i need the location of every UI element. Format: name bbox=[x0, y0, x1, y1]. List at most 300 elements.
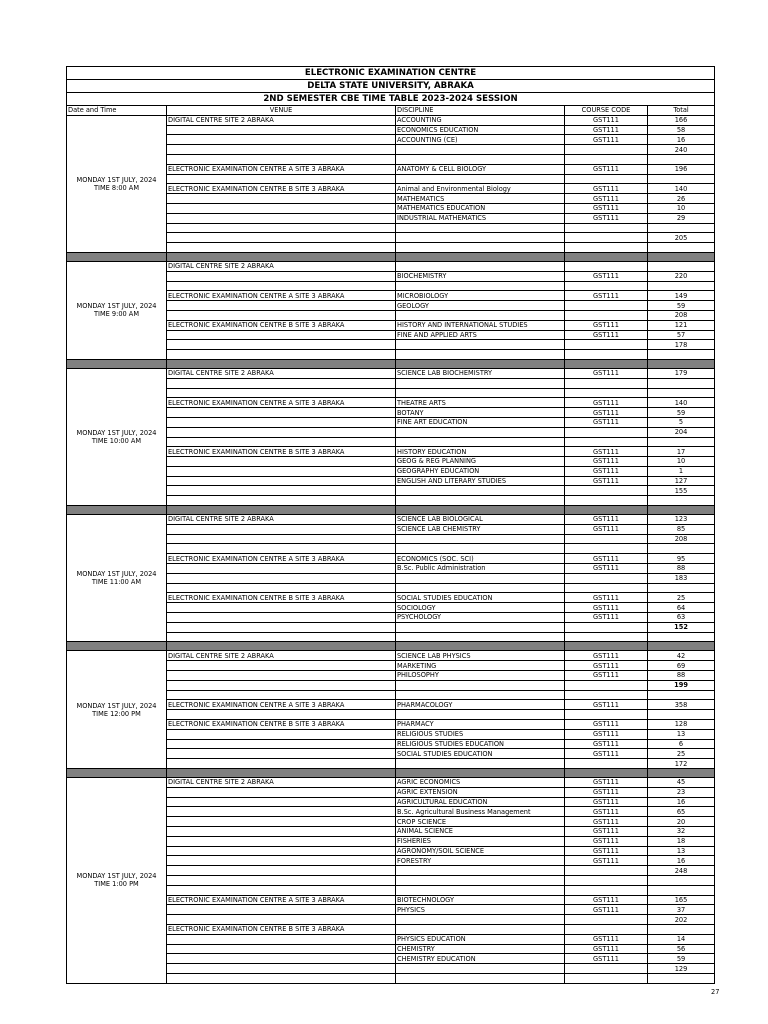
venue-cell bbox=[167, 934, 396, 944]
venue-cell bbox=[167, 310, 396, 320]
header-total: Total bbox=[648, 106, 715, 116]
total-cell bbox=[648, 973, 715, 983]
venue-cell bbox=[167, 613, 396, 623]
total-cell: 17 bbox=[648, 447, 715, 457]
course-code-cell: GST111 bbox=[565, 846, 648, 856]
discipline-cell bbox=[396, 281, 565, 291]
discipline-cell bbox=[396, 964, 565, 974]
course-code-cell bbox=[565, 145, 648, 155]
total-cell: 64 bbox=[648, 603, 715, 613]
discipline-cell: ACCOUNTING bbox=[396, 115, 565, 125]
venue-cell bbox=[167, 690, 396, 700]
total-cell: 25 bbox=[648, 749, 715, 759]
venue-cell bbox=[167, 622, 396, 632]
venue-cell: ELECTRONIC EXAMINATION CENTRE A SITE 3 ABRAKA bbox=[167, 554, 396, 564]
total-cell: 42 bbox=[648, 651, 715, 661]
course-code-cell: GST111 bbox=[565, 291, 648, 301]
discipline-cell bbox=[396, 680, 565, 690]
total-cell: 202 bbox=[648, 915, 715, 925]
header-discipline: DISCIPLINE bbox=[396, 106, 565, 116]
venue-cell: DIGITAL CENTRE SITE 2 ABRAKA bbox=[167, 515, 396, 525]
session-separator bbox=[67, 642, 715, 651]
discipline-cell: BOTANY bbox=[396, 408, 565, 418]
venue-cell: ELECTRONIC EXAMINATION CENTRE B SITE 3 ABRAKA bbox=[167, 924, 396, 934]
venue-cell bbox=[167, 573, 396, 583]
venue-cell bbox=[167, 826, 396, 836]
discipline-cell: B.Sc. Public Administration bbox=[396, 564, 565, 574]
discipline-cell bbox=[396, 632, 565, 642]
discipline-cell: SOCIAL STUDIES EDUCATION bbox=[396, 749, 565, 759]
discipline-cell bbox=[396, 885, 565, 895]
discipline-cell bbox=[396, 145, 565, 155]
course-code-cell: GST111 bbox=[565, 787, 648, 797]
discipline-cell: GEOLOGY bbox=[396, 301, 565, 311]
discipline-cell bbox=[396, 388, 565, 398]
total-cell: 32 bbox=[648, 826, 715, 836]
total-cell: 88 bbox=[648, 671, 715, 681]
discipline-cell bbox=[396, 378, 565, 388]
course-code-cell bbox=[565, 496, 648, 506]
discipline-cell bbox=[396, 622, 565, 632]
course-code-cell: GST111 bbox=[565, 954, 648, 964]
course-code-cell bbox=[565, 583, 648, 593]
session-date-time bbox=[67, 778, 167, 984]
discipline-cell: THEATRE ARTS bbox=[396, 398, 565, 408]
session-date-time bbox=[67, 368, 167, 505]
total-cell bbox=[648, 261, 715, 271]
venue-cell: ELECTRONIC EXAMINATION CENTRE A SITE 3 ABRAKA bbox=[167, 398, 396, 408]
venue-cell bbox=[167, 729, 396, 739]
course-code-cell: GST111 bbox=[565, 661, 648, 671]
discipline-cell: SOCIOLOGY bbox=[396, 603, 565, 613]
discipline-cell: BIOTECHNOLOGY bbox=[396, 895, 565, 905]
course-code-cell bbox=[565, 174, 648, 184]
course-code-cell: GST111 bbox=[565, 554, 648, 564]
discipline-cell bbox=[396, 243, 565, 253]
total-cell: 155 bbox=[648, 486, 715, 496]
discipline-cell: BIOCHEMISTRY bbox=[396, 271, 565, 281]
session-date: MONDAY 1ST JULY, 2024 bbox=[76, 701, 157, 710]
discipline-cell: ECONOMICS (SOC. SCI) bbox=[396, 554, 565, 564]
course-code-cell bbox=[565, 680, 648, 690]
total-cell bbox=[648, 885, 715, 895]
course-code-cell: GST111 bbox=[565, 457, 648, 467]
separator-cell bbox=[67, 359, 167, 368]
total-cell: 16 bbox=[648, 797, 715, 807]
total-cell: 37 bbox=[648, 905, 715, 915]
total-cell: 149 bbox=[648, 291, 715, 301]
course-code-cell bbox=[565, 915, 648, 925]
session-separator bbox=[67, 769, 715, 778]
venue-cell: ELECTRONIC EXAMINATION CENTRE B SITE 3 ABRAKA bbox=[167, 593, 396, 603]
course-code-cell: GST111 bbox=[565, 271, 648, 281]
course-code-cell bbox=[565, 378, 648, 388]
course-code-cell: GST111 bbox=[565, 671, 648, 681]
course-code-cell bbox=[565, 243, 648, 253]
course-code-cell: GST111 bbox=[565, 826, 648, 836]
discipline-cell: SCIENCE LAB BIOCHEMISTRY bbox=[396, 368, 565, 378]
total-cell bbox=[648, 690, 715, 700]
course-code-cell: GST111 bbox=[565, 320, 648, 330]
course-code-cell: GST111 bbox=[565, 476, 648, 486]
total-cell: 16 bbox=[648, 135, 715, 145]
session-date-time bbox=[67, 515, 167, 642]
venue-cell bbox=[167, 544, 396, 554]
total-cell: 179 bbox=[648, 368, 715, 378]
course-code-cell bbox=[565, 261, 648, 271]
table-row bbox=[67, 651, 715, 661]
venue-cell bbox=[167, 135, 396, 145]
document-title: ELECTRONIC EXAMINATION CENTRE bbox=[67, 67, 715, 80]
discipline-cell: GEOGRAPHY EDUCATION bbox=[396, 466, 565, 476]
venue-cell bbox=[167, 203, 396, 213]
venue-cell bbox=[167, 145, 396, 155]
venue-cell bbox=[167, 954, 396, 964]
discipline-cell bbox=[396, 573, 565, 583]
discipline-cell: PHARMACY bbox=[396, 720, 565, 730]
venue-cell bbox=[167, 476, 396, 486]
course-code-cell bbox=[565, 486, 648, 496]
total-cell: 166 bbox=[648, 115, 715, 125]
discipline-cell: Animal and Environmental Biology bbox=[396, 184, 565, 194]
venue-cell bbox=[167, 213, 396, 223]
session-separator bbox=[67, 359, 715, 368]
course-code-cell bbox=[565, 544, 648, 554]
venue-cell bbox=[167, 915, 396, 925]
separator-cell bbox=[565, 642, 648, 651]
course-code-cell bbox=[565, 885, 648, 895]
course-code-cell bbox=[565, 534, 648, 544]
discipline-cell: PSYCHOLOGY bbox=[396, 613, 565, 623]
course-code-cell: GST111 bbox=[565, 417, 648, 427]
discipline-cell: AGRICULTURAL EDUCATION bbox=[396, 797, 565, 807]
course-code-cell: GST111 bbox=[565, 164, 648, 174]
session-date-time bbox=[67, 261, 167, 359]
course-code-cell: GST111 bbox=[565, 856, 648, 866]
discipline-cell: FISHERIES bbox=[396, 836, 565, 846]
course-code-cell: GST111 bbox=[565, 836, 648, 846]
session-date: MONDAY 1ST JULY, 2024 bbox=[76, 302, 157, 311]
venue-cell bbox=[167, 408, 396, 418]
course-code-cell bbox=[565, 924, 648, 934]
venue-cell bbox=[167, 466, 396, 476]
course-code-cell: GST111 bbox=[565, 944, 648, 954]
total-cell: 129 bbox=[648, 964, 715, 974]
total-cell: 140 bbox=[648, 398, 715, 408]
separator-cell bbox=[167, 252, 396, 261]
course-code-cell: GST111 bbox=[565, 700, 648, 710]
venue-cell bbox=[167, 486, 396, 496]
separator-cell bbox=[67, 252, 167, 261]
total-cell bbox=[648, 154, 715, 164]
total-cell: 13 bbox=[648, 846, 715, 856]
venue-cell: DIGITAL CENTRE SITE 2 ABRAKA bbox=[167, 115, 396, 125]
venue-cell: DIGITAL CENTRE SITE 2 ABRAKA bbox=[167, 261, 396, 271]
total-cell bbox=[648, 496, 715, 506]
total-cell: 63 bbox=[648, 613, 715, 623]
total-cell: 69 bbox=[648, 661, 715, 671]
total-cell: 1 bbox=[648, 466, 715, 476]
discipline-cell: FINE AND APPLIED ARTS bbox=[396, 330, 565, 340]
course-code-cell bbox=[565, 427, 648, 437]
discipline-cell: MICROBIOLOGY bbox=[396, 291, 565, 301]
header-course-code: COURSE CODE bbox=[565, 106, 648, 116]
course-code-cell bbox=[565, 866, 648, 876]
discipline-cell bbox=[396, 544, 565, 554]
course-code-cell bbox=[565, 281, 648, 291]
course-code-cell: GST111 bbox=[565, 184, 648, 194]
venue-cell bbox=[167, 759, 396, 769]
table-row bbox=[67, 515, 715, 525]
total-cell: 172 bbox=[648, 759, 715, 769]
total-cell: 152 bbox=[648, 622, 715, 632]
discipline-cell: ANIMAL SCIENCE bbox=[396, 826, 565, 836]
session-time: TIME 10:00 AM bbox=[91, 437, 142, 445]
course-code-cell bbox=[565, 632, 648, 642]
course-code-cell: GST111 bbox=[565, 447, 648, 457]
course-code-cell bbox=[565, 437, 648, 447]
total-cell: 59 bbox=[648, 954, 715, 964]
total-cell: 183 bbox=[648, 573, 715, 583]
separator-cell bbox=[648, 359, 715, 368]
venue-cell bbox=[167, 330, 396, 340]
separator-cell bbox=[396, 642, 565, 651]
discipline-cell bbox=[396, 437, 565, 447]
separator-cell bbox=[67, 642, 167, 651]
session-date: MONDAY 1ST JULY, 2024 bbox=[76, 175, 157, 184]
course-code-cell: GST111 bbox=[565, 408, 648, 418]
venue-cell bbox=[167, 866, 396, 876]
discipline-cell: INDUSTRIAL MATHEMATICS bbox=[396, 213, 565, 223]
total-cell: 88 bbox=[648, 564, 715, 574]
total-cell: 95 bbox=[648, 554, 715, 564]
discipline-cell: FINE ART EDUCATION bbox=[396, 417, 565, 427]
course-code-cell: GST111 bbox=[565, 125, 648, 135]
total-cell: 358 bbox=[648, 700, 715, 710]
discipline-cell: MARKETING bbox=[396, 661, 565, 671]
course-code-cell bbox=[565, 973, 648, 983]
venue-cell bbox=[167, 856, 396, 866]
venue-cell bbox=[167, 817, 396, 827]
discipline-cell: ENGLISH AND LITERARY STUDIES bbox=[396, 476, 565, 486]
venue-cell bbox=[167, 749, 396, 759]
discipline-cell: RELIGIOUS STUDIES bbox=[396, 729, 565, 739]
discipline-cell: HISTORY AND INTERNATIONAL STUDIES bbox=[396, 320, 565, 330]
venue-cell bbox=[167, 739, 396, 749]
discipline-cell bbox=[396, 486, 565, 496]
discipline-cell: ACCOUNTING (CE) bbox=[396, 135, 565, 145]
total-cell: 204 bbox=[648, 427, 715, 437]
discipline-cell bbox=[396, 866, 565, 876]
discipline-cell bbox=[396, 496, 565, 506]
total-cell bbox=[648, 223, 715, 233]
separator-cell bbox=[67, 769, 167, 778]
table-row bbox=[67, 778, 715, 788]
course-code-cell: GST111 bbox=[565, 398, 648, 408]
venue-cell: ELECTRONIC EXAMINATION CENTRE A SITE 3 ABRAKA bbox=[167, 700, 396, 710]
course-code-cell bbox=[565, 964, 648, 974]
venue-cell bbox=[167, 710, 396, 720]
venue-cell bbox=[167, 301, 396, 311]
venue-cell bbox=[167, 973, 396, 983]
session-separator bbox=[67, 506, 715, 515]
total-cell: 6 bbox=[648, 739, 715, 749]
course-code-cell: GST111 bbox=[565, 524, 648, 534]
separator-cell bbox=[648, 252, 715, 261]
total-cell: 13 bbox=[648, 729, 715, 739]
venue-cell: ELECTRONIC EXAMINATION CENTRE A SITE 3 ABRAKA bbox=[167, 291, 396, 301]
venue-cell bbox=[167, 534, 396, 544]
discipline-cell bbox=[396, 154, 565, 164]
session-time: TIME 9:00 AM bbox=[93, 310, 140, 319]
venue-cell bbox=[167, 174, 396, 184]
total-cell: 56 bbox=[648, 944, 715, 954]
course-code-cell bbox=[565, 310, 648, 320]
course-code-cell bbox=[565, 573, 648, 583]
session-date: MONDAY 1ST JULY, 2024 bbox=[76, 429, 157, 437]
page-number: 27 bbox=[711, 988, 720, 996]
venue-cell bbox=[167, 378, 396, 388]
total-cell bbox=[648, 875, 715, 885]
total-cell bbox=[648, 388, 715, 398]
course-code-cell bbox=[565, 759, 648, 769]
discipline-cell bbox=[396, 710, 565, 720]
total-cell bbox=[648, 710, 715, 720]
discipline-cell: CHEMISTRY bbox=[396, 944, 565, 954]
discipline-cell bbox=[396, 223, 565, 233]
venue-cell bbox=[167, 271, 396, 281]
total-cell bbox=[648, 544, 715, 554]
discipline-cell: PHARMACOLOGY bbox=[396, 700, 565, 710]
venue-cell bbox=[167, 243, 396, 253]
total-cell: 10 bbox=[648, 457, 715, 467]
venue-cell: ELECTRONIC EXAMINATION CENTRE B SITE 3 ABRAKA bbox=[167, 184, 396, 194]
total-cell bbox=[648, 350, 715, 360]
venue-cell bbox=[167, 564, 396, 574]
total-cell: 5 bbox=[648, 417, 715, 427]
session-time: TIME 12:00 PM bbox=[92, 709, 141, 718]
course-code-cell: GST111 bbox=[565, 330, 648, 340]
course-code-cell: GST111 bbox=[565, 720, 648, 730]
discipline-cell: MATHEMATICS bbox=[396, 194, 565, 204]
discipline-cell bbox=[396, 340, 565, 350]
course-code-cell: GST111 bbox=[565, 194, 648, 204]
course-code-cell bbox=[565, 690, 648, 700]
discipline-cell: B.Sc. Agricultural Business Management bbox=[396, 807, 565, 817]
venue-cell bbox=[167, 875, 396, 885]
discipline-cell bbox=[396, 233, 565, 243]
course-code-cell bbox=[565, 301, 648, 311]
venue-cell bbox=[167, 437, 396, 447]
course-code-cell: GST111 bbox=[565, 934, 648, 944]
discipline-cell bbox=[396, 427, 565, 437]
discipline-cell bbox=[396, 973, 565, 983]
total-cell bbox=[648, 632, 715, 642]
venue-cell bbox=[167, 787, 396, 797]
total-cell: 10 bbox=[648, 203, 715, 213]
total-cell bbox=[648, 583, 715, 593]
discipline-cell bbox=[396, 174, 565, 184]
total-cell: 128 bbox=[648, 720, 715, 730]
course-code-cell: GST111 bbox=[565, 115, 648, 125]
course-code-cell: GST111 bbox=[565, 603, 648, 613]
separator-cell bbox=[67, 506, 167, 515]
discipline-cell: CROP SCIENCE bbox=[396, 817, 565, 827]
course-code-cell bbox=[565, 622, 648, 632]
total-cell: 140 bbox=[648, 184, 715, 194]
venue-cell bbox=[167, 281, 396, 291]
venue-cell bbox=[167, 885, 396, 895]
venue-cell: ELECTRONIC EXAMINATION CENTRE B SITE 3 ABRAKA bbox=[167, 320, 396, 330]
total-cell: 26 bbox=[648, 194, 715, 204]
discipline-cell: SCIENCE LAB CHEMISTRY bbox=[396, 524, 565, 534]
university-name: DELTA STATE UNIVERSITY, ABRAKA bbox=[67, 80, 715, 93]
course-code-cell: GST111 bbox=[565, 895, 648, 905]
separator-cell bbox=[648, 642, 715, 651]
course-code-cell: GST111 bbox=[565, 593, 648, 603]
venue-cell bbox=[167, 807, 396, 817]
discipline-cell bbox=[396, 583, 565, 593]
total-cell: 20 bbox=[648, 817, 715, 827]
total-cell: 240 bbox=[648, 145, 715, 155]
column-header-row bbox=[67, 106, 715, 116]
course-code-cell: GST111 bbox=[565, 797, 648, 807]
total-cell: 248 bbox=[648, 866, 715, 876]
session-time: TIME 11:00 AM bbox=[91, 578, 142, 587]
venue-cell bbox=[167, 194, 396, 204]
course-code-cell bbox=[565, 388, 648, 398]
venue-cell: ELECTRONIC EXAMINATION CENTRE B SITE 3 ABRAKA bbox=[167, 720, 396, 730]
venue-cell: DIGITAL CENTRE SITE 2 ABRAKA bbox=[167, 368, 396, 378]
venue-cell bbox=[167, 457, 396, 467]
discipline-cell bbox=[396, 534, 565, 544]
course-code-cell: GST111 bbox=[565, 466, 648, 476]
total-cell: 59 bbox=[648, 301, 715, 311]
course-code-cell bbox=[565, 875, 648, 885]
discipline-cell: PHYSICS bbox=[396, 905, 565, 915]
separator-cell bbox=[648, 506, 715, 515]
separator-cell bbox=[396, 506, 565, 515]
discipline-cell bbox=[396, 690, 565, 700]
discipline-cell: HISTORY EDUCATION bbox=[396, 447, 565, 457]
table-row bbox=[67, 368, 715, 378]
course-code-cell: GST111 bbox=[565, 368, 648, 378]
total-cell: 208 bbox=[648, 310, 715, 320]
venue-cell: ELECTRONIC EXAMINATION CENTRE B SITE 3 ABRAKA bbox=[167, 447, 396, 457]
venue-cell bbox=[167, 125, 396, 135]
separator-cell bbox=[565, 769, 648, 778]
course-code-cell: GST111 bbox=[565, 135, 648, 145]
discipline-cell: ANATOMY & CELL BIOLOGY bbox=[396, 164, 565, 174]
course-code-cell: GST111 bbox=[565, 564, 648, 574]
course-code-cell: GST111 bbox=[565, 729, 648, 739]
venue-cell bbox=[167, 846, 396, 856]
venue-cell bbox=[167, 388, 396, 398]
separator-cell bbox=[565, 506, 648, 515]
separator-cell bbox=[396, 769, 565, 778]
separator-cell bbox=[167, 359, 396, 368]
separator-cell bbox=[565, 252, 648, 261]
total-cell: 29 bbox=[648, 213, 715, 223]
discipline-cell: ECONOMICS EDUCATION bbox=[396, 125, 565, 135]
session-date: MONDAY 1ST JULY, 2024 bbox=[76, 872, 157, 881]
total-cell: 58 bbox=[648, 125, 715, 135]
course-code-cell bbox=[565, 223, 648, 233]
session-date: MONDAY 1ST JULY, 2024 bbox=[76, 570, 157, 579]
total-cell: 205 bbox=[648, 233, 715, 243]
venue-cell bbox=[167, 797, 396, 807]
discipline-cell: SOCIAL STUDIES EDUCATION bbox=[396, 593, 565, 603]
